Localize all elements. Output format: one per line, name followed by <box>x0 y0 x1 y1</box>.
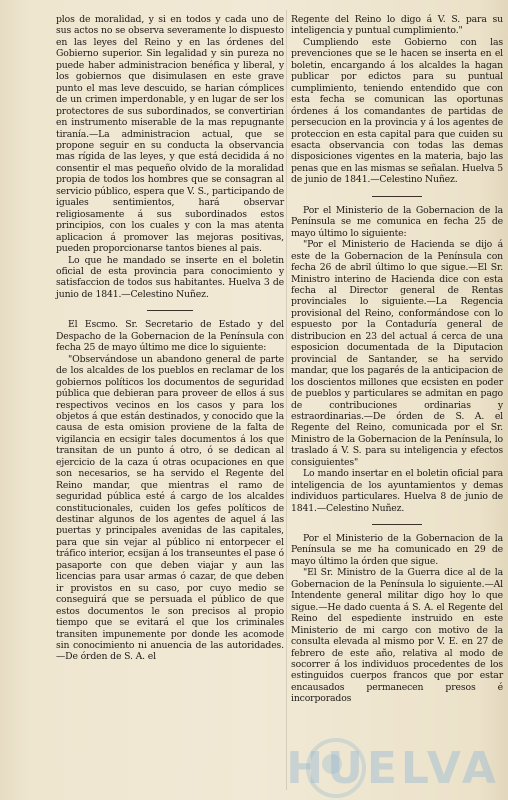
paragraph-regent-continuation: Regente del Reino lo digo á V. S. para su inteligencia y puntual cumplimiento." <box>291 14 503 37</box>
left-column <box>56 14 284 663</box>
paragraph-ministry-intro-2: Por el Ministerio de la Gobernacion de la Península se me ha comunicado en 29 de mayo último la órden que sigue. <box>291 533 503 567</box>
column-divider <box>286 10 287 790</box>
paragraph-government-compliance: Cumpliendo este Gobierno con las prevenciones que se le hacen se inserta en el boletin, encargando á los alcaldes la hagan publicar por edictos para su puntual cumplimiento, teniendo entendido que con esta fecha se comunican las oportunas órdenes á los comandantes de partidas de persecucion en la provincia y á los agentes de proteccion en esta capital para que cuiden su esacta observancia con todas las demas disposiciones vigentes en la materia, bajo las penas que en las mismas se señalan. Huelva 5 de junio de 1841.—Celestino Nuñez. <box>291 36 503 186</box>
paragraph-secretary-intro: El Escmo. Sr. Secretario de Estado y del Despacho de la Gobernacion de la Península con fecha 25 de mayo último me dice lo siguiente: <box>56 319 284 354</box>
paragraph-war-ministry-order: "El Sr. Ministro de la Guerra dice al de la Gobernacion de la Península lo siguiente.—Al Intendente general militar digo hoy lo que sigue.—He dado cuenta á S. A. el Regente del Reino del espediente instruido en este Ministerio de mi cargo con motivo de la consulta elevada al mismo por V. E. en 27 de febrero de este año, relativa al modo de socorrer á los individuos procedentes de los estinguidos cuerpos francos que por estar encausados permanecen presos é incorporados <box>291 567 503 705</box>
section-divider <box>291 191 503 201</box>
paragraph-ministry-intro: Por el Ministerio de la Gobernacion de la Península se me comunica en fecha 25 de mayo último lo siguiente: <box>291 204 503 239</box>
paragraph-public-safety-order: "Observándose un abandono general de parte de los alcaldes de los pueblos en reclamar de los gobiernos políticos los documentos de seguridad pública que debieran para proveer de ellos á sus respectivos vecinos en los casos y para los objetos á que están destinados, y conocido que la causa de esta omision proviene de la falta de vigilancia en ecsigir tales documentos á los que transitan de un punto á otro, ó se dedican al ejercicio de la caza ú otras ocupaciones en que son necesarios, se ha servido el Regente del Reino mandar, que mientras el ramo de seguridad pública esté á cargo de los alcaldes constitucionales, cuiden los gefes políticos de destinar algunos de los agentes de aquel á las puertas y principales avenidas de las capitales, para que sin vejar al público ni entorpecer el tráfico interior, ecsijan á los transeuntes el pase ó pasaporte con que deben viajar y aun las licencias para usar armas ó cazar, de que deben ir provistos en su caso, por cuyo medio se conseguirá que se persuada el público de que estos documentos le son precisos al propio tiempo que se evitará el que los criminales transiten impunemente por donde les acomode sin conocimiento ni anuencia de las autoridades.—De órden de S. A. el <box>56 353 284 663</box>
paragraph-insertion-notice-2: Lo mando insertar en el boletin oficial para inteligencia de los ayuntamientos y demas individuos particulares. Huelva 8 de junio de 1841.—Celestino Nuñez. <box>291 468 503 514</box>
paragraph-morality: plos de moralidad, y si en todos y cada uno de sus actos no se observa severamente lo dispuesto en las leyes del Reino y en las órdenes del Gobierno superior. Sin legalidad y sin pureza no puede haber administracion benéfica y liberal, y los gobiernos que disimulasen en este grave punto el mas leve descuido, se harian cómplices de un crimen imperdonable, y en lugar de ser los protectores de sus subordinados, se convertirian en instrumento miserable de la mas repugnante tiranía.—La administracion actual, que se propone seguir en su conducta la observancia mas rígida de las leyes, y que está decidida á no consentir el mas pequeño olvido de la moralidad propia de todos los hombres que se consagran al servicio público, espera que V. S., participando de iguales sentimientos, hará observar religiosamente á sus subordinados estos principios, con los cuales y con la mas atenta aplicacion á promover las mejoras positivas, pueden proporcionarse tantos bienes al pais. <box>56 14 284 255</box>
paragraph-insertion-notice-1: Lo que he mandado se inserte en el boletin oficial de esta provincia para conocimiento y satisfaccion de todos sus habitantes. Huelva 3 de junio de 1841.—Celestino Nuñez. <box>56 254 284 300</box>
archive-watermark: HUELVA <box>286 743 500 794</box>
section-divider <box>56 305 284 315</box>
paragraph-hacienda-order: "Por el Ministerio de Hacienda se dijo á este de la Gobernacion de la Península con fecha 26 de abril último lo que sigue.—El Sr. Ministro interino de Hacienda dice con esta fecha al Director general de Rentas provinciales lo siguiente.—La Regencia provisional del Reino, conformándose con lo espuesto por la Contaduría general de distribucion en 23 del actual á cerca de una esposicion documentada de la Diputacion provincial de Santander, se ha servido mandar, que los pagarés de la anticipacion de los doscientos millones que ecsisten en poder de pueblos y particulares se admitan en pago de contribuciones ordinarias y estraordinarias.—De órden de S. A. el Regente del Reino, comunicada por el Sr. Ministro de la Gobernacion de la Península, lo traslado á V. S. para su inteligencia y efectos consiguientes" <box>291 239 503 468</box>
section-divider <box>291 519 503 529</box>
right-column <box>291 14 503 705</box>
